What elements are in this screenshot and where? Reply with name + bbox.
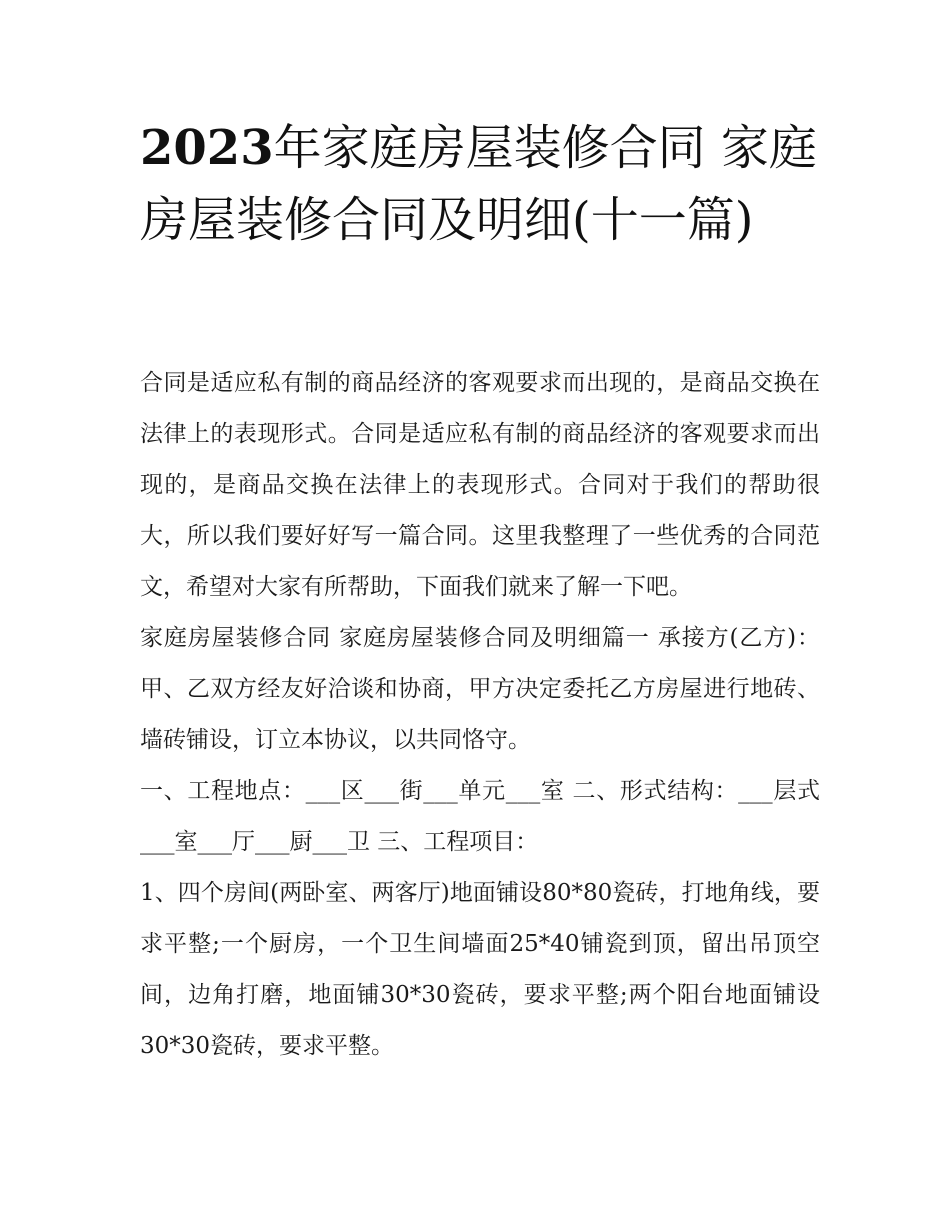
contract-opening-paragraph: 家庭房屋装修合同 家庭房屋装修合同及明细篇一 承接方(乙方)： 甲、乙双方经友好洽谈和协商，甲方决定委托乙方房屋进行地砖、墙砖铺设，订立本协议，以共同恪守。	[140, 625, 820, 753]
project-item-paragraph: 1、四个房间(两卧室、两客厅)地面铺设80*80瓷砖，打地角线，要求平整;一个厨房，一个卫生间墙面25*40铺瓷到顶，留出吊顶空间，边角打磨，地面铺30*30瓷砖，要求平整;两个阳台地面铺设30*30瓷砖，要求平整。	[140, 880, 820, 1059]
document-title	[140, 112, 820, 256]
title-text: 年家庭房屋装修合同 家庭房屋装修合同及明细(十一篇)	[140, 120, 817, 248]
title-year: 2023	[140, 120, 274, 176]
project-location-paragraph: 一、工程地点：___区___街___单元___室 二、形式结构：___层式___室___厅___厨___卫 三、工程项目：	[140, 778, 820, 855]
intro-paragraph: 合同是适应私有制的商品经济的客观要求而出现的，是商品交换在法律上的表现形式。合同是适应私有制的商品经济的客观要求而出现的，是商品交换在法律上的表现形式。合同对于我们的帮助很大，所以我们要好好写一篇合同。这里我整理了一些优秀的合同范文，希望对大家有所帮助，下面我们就来了解一下吧。	[140, 370, 820, 600]
document-body	[140, 358, 820, 1072]
